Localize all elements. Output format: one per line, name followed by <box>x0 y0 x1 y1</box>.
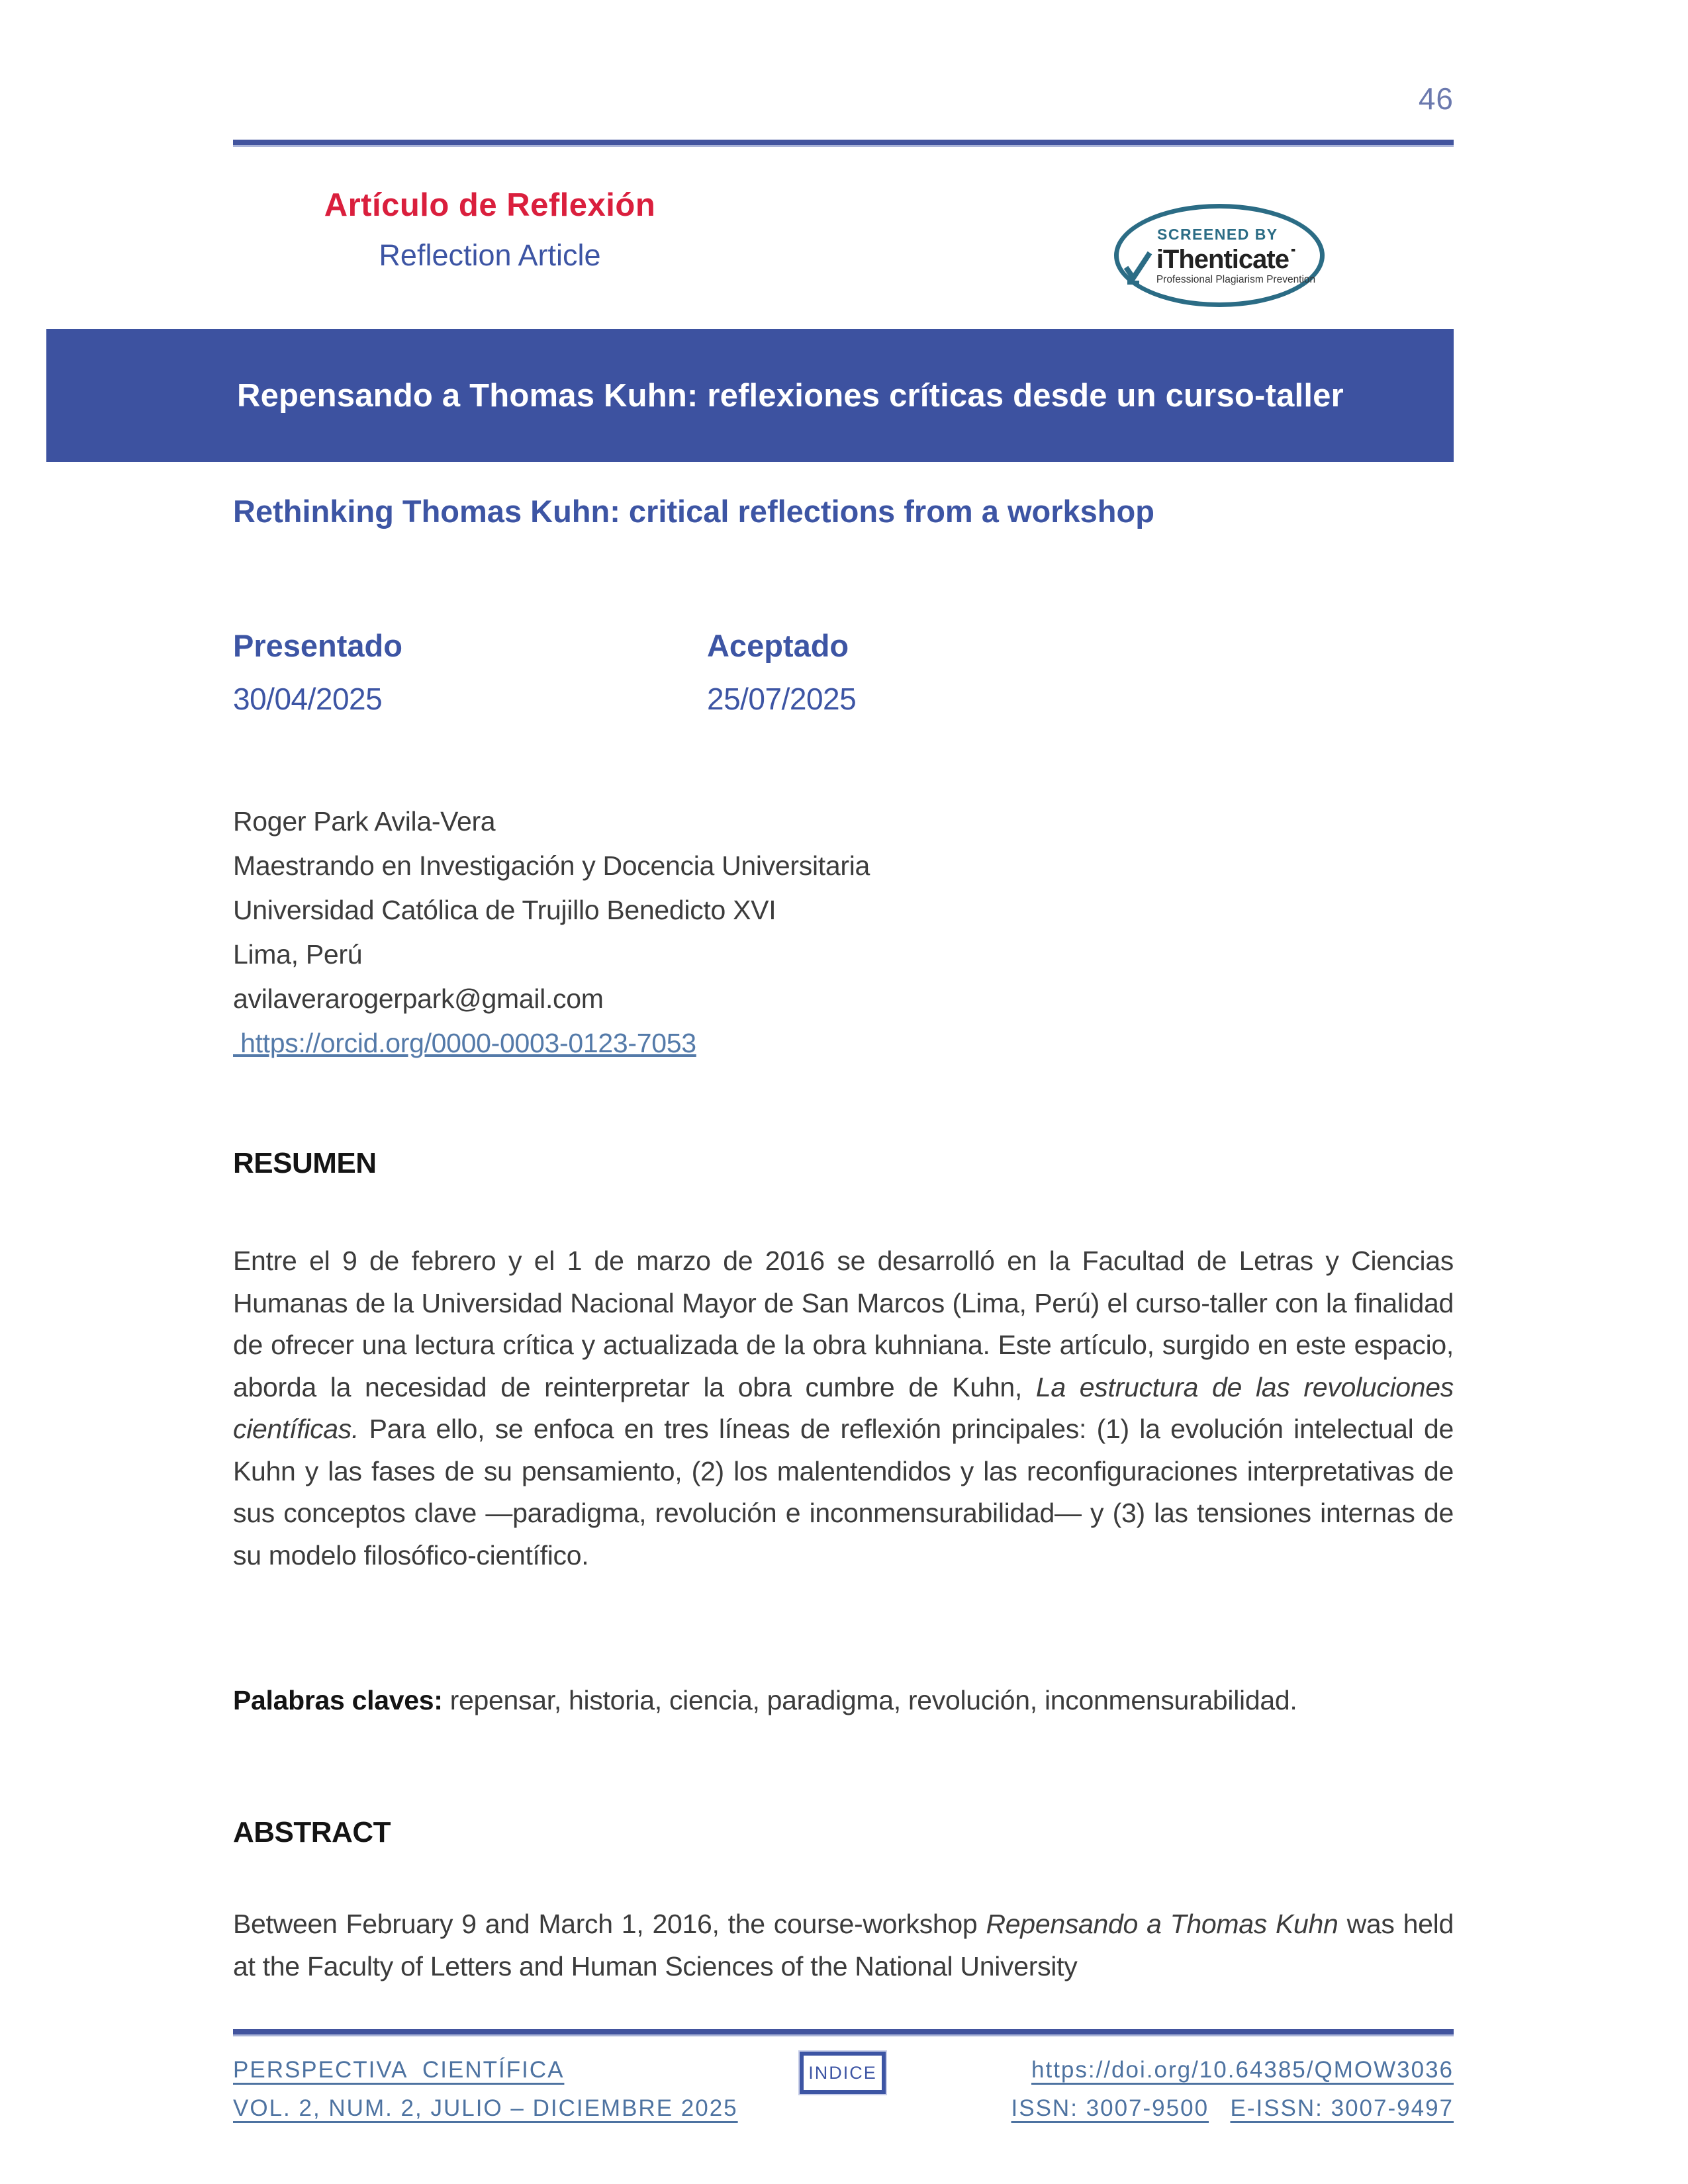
resumen-text-2: Para ello, se enfoca en tres líneas de reflexión principales: (1) la evolución intelectual de Kuhn y las fases de su pensamiento, (2) los malentendidos y las reconfiguraciones interpretativas de sus conceptos clave —paradigma, revolución e inconmensurabilidad— y (3) las tensiones internas de su modelo filosófico-científico. <box>233 1414 1454 1570</box>
author-block <box>233 799 1454 1066</box>
keywords-list: repensar, historia, ciencia, paradigma, revolución, inconmensurabilidad. <box>442 1685 1297 1715</box>
article-title-spanish: Repensando a Thomas Kuhn: reflexiones críticas desde un curso-taller <box>237 377 1344 414</box>
author-role: Maestrando en Investigación y Docencia Universitaria <box>233 850 870 881</box>
abstract-text-2: was held at the Faculty of Letters and Human Sciences of the National University <box>233 1909 1454 1981</box>
article-type-spanish: Artículo de Reflexión <box>324 187 656 223</box>
author-affiliation: Universidad Católica de Trujillo Benedicto XVI <box>233 895 776 925</box>
footer-divider <box>233 2029 1454 2036</box>
author-email: avilaverarogerpark@gmail.com <box>233 983 604 1014</box>
resumen-paragraph <box>233 1240 1454 1576</box>
ithenticate-brand-row <box>1123 246 1315 286</box>
page-number: 46 <box>1418 81 1454 116</box>
abstract-workshop-title: Repensando a Thomas Kuhn <box>986 1909 1338 1939</box>
submitted-column <box>233 627 402 717</box>
resumen-text-1: Entre el 9 de febrero y el 1 de marzo de 2016 se desarrolló en la Facultad de Letras y Ciencias Humanas de la Universidad Nacional Mayor de San Marcos (Lima, Perú) el curso-taller con la finalidad de ofrecer una lectura crítica y actualizada de la obra kuhniana. Este artículo, surgido en este espacio, aborda la necesidad de reinterpretar la obra cumbre de Kuhn, <box>233 1246 1454 1402</box>
author-name: Roger Park Avila-Vera <box>233 806 496 837</box>
accepted-date: 25/07/2025 <box>706 682 857 716</box>
orcid-link[interactable]: https://orcid.org/0000-0003-0123-7053 <box>233 1028 696 1058</box>
abstract-paragraph <box>233 1903 1454 1987</box>
issn-row <box>1011 2095 1454 2122</box>
abstract-text-1: Between February 9 and March 1, 2016, the course-workshop <box>233 1909 986 1939</box>
keywords-label: Palabras claves: <box>233 1685 443 1715</box>
doi-row <box>1031 2057 1454 2083</box>
issn-link[interactable]: ISSN: 3007-9500 <box>1011 2095 1209 2121</box>
keywords-paragraph <box>233 1680 1454 1722</box>
footer-identifiers-block <box>233 2057 1454 2134</box>
screened-by-label: SCREENED BY <box>1157 225 1278 243</box>
header-divider <box>233 140 1454 147</box>
ithenticate-brand-col <box>1156 246 1315 286</box>
doi-link[interactable]: https://doi.org/10.64385/QMOW3036 <box>1031 2057 1454 2083</box>
accepted-label: Aceptado <box>706 628 849 663</box>
indice-label: INDICE <box>808 2062 877 2083</box>
author-location: Lima, Perú <box>233 939 363 970</box>
journal-name-link[interactable]: PERSPECTIVA CIENTÍFICA <box>233 2057 565 2083</box>
ithenticate-badge <box>1114 204 1325 307</box>
ithenticate-tagline: Professional Plagiarism Prevention <box>1156 273 1316 285</box>
abstract-heading: ABSTRACT <box>233 1816 391 1848</box>
checkmark-icon <box>1123 250 1152 285</box>
dates-block <box>233 627 1454 717</box>
accepted-column <box>707 627 856 717</box>
volume-issue-link[interactable]: VOL. 2, NUM. 2, JULIO – DICIEMBRE 2025 <box>233 2095 738 2121</box>
eissn-link[interactable]: E-ISSN: 3007-9497 <box>1230 2095 1454 2121</box>
article-title-english: Rethinking Thomas Kuhn: critical reflections from a workshop <box>233 494 1154 529</box>
resumen-book-title: La estructura de las revoluciones científicas. <box>233 1371 1454 1444</box>
submitted-label: Presentado <box>233 628 402 663</box>
article-type-block <box>278 187 702 273</box>
submitted-date: 30/04/2025 <box>233 682 383 716</box>
article-type-english: Reflection Article <box>379 238 601 272</box>
resumen-heading: RESUMEN <box>233 1147 377 1179</box>
ithenticate-logo-text: iThenticate˙ <box>1156 244 1297 274</box>
title-banner <box>46 329 1454 462</box>
